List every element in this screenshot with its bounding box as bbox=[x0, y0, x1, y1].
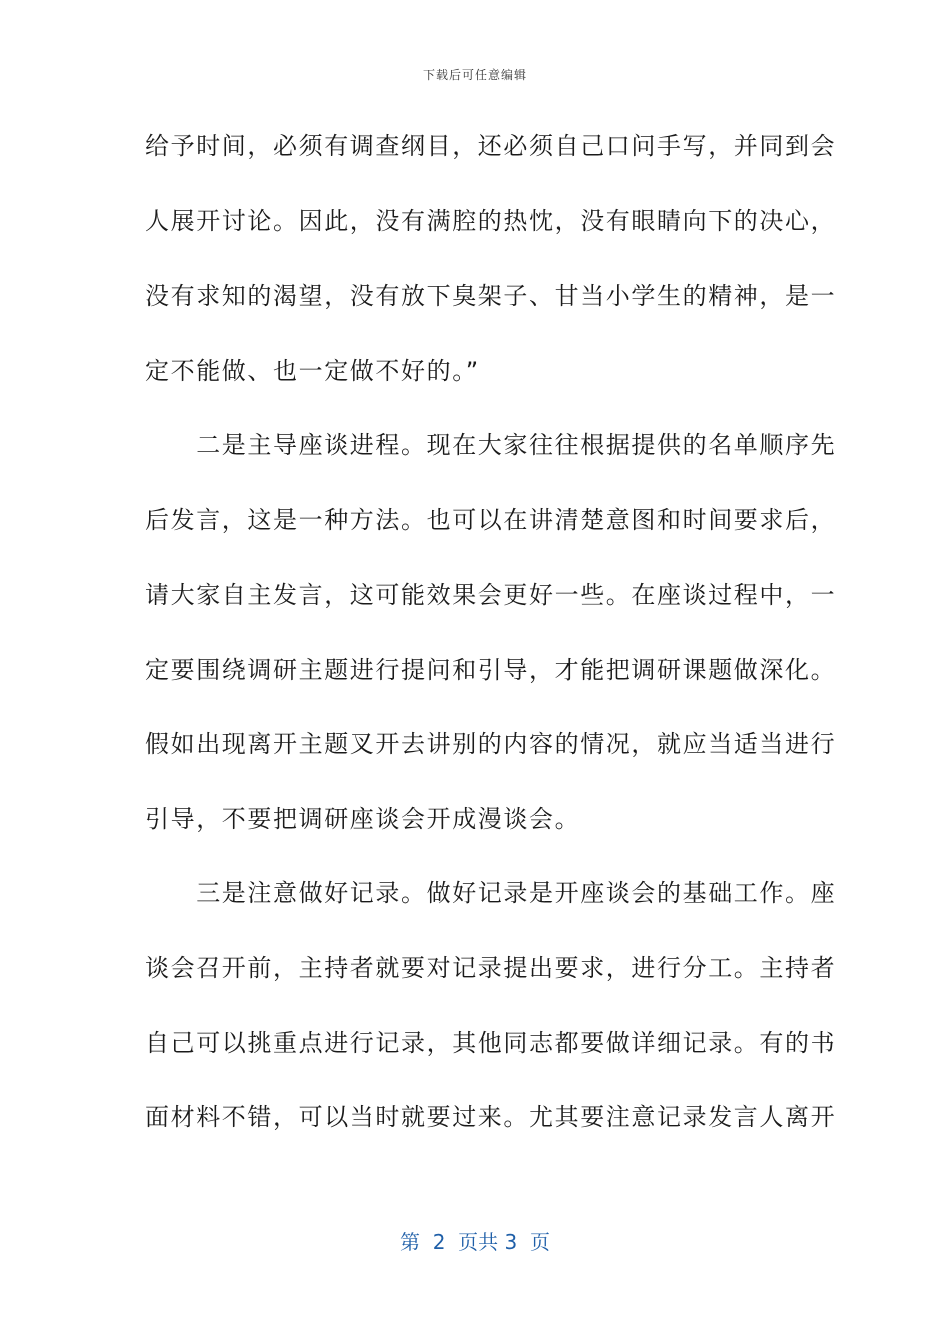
body-line: 谈会召开前，主持者就要对记录提出要求，进行分工。主持者 bbox=[145, 954, 837, 982]
body-line: 假如出现离开主题叉开去讲别的内容的情况，就应当适当进行 bbox=[145, 730, 837, 758]
page-header: 下载后可任意编辑 bbox=[422, 68, 527, 82]
body-line: 定不能做、也一定做不好的。” bbox=[145, 357, 480, 385]
body-line: 没有求知的渴望，没有放下臭架子、甘当小学生的精神，是一 bbox=[145, 282, 837, 310]
body-line: 人展开讨论。因此，没有满腔的热忱，没有眼睛向下的决心， bbox=[145, 207, 837, 235]
body-line: 请大家自主发言，这可能效果会更好一些。在座谈过程中，一 bbox=[145, 581, 837, 609]
body-line: 定要围绕调研主题进行提问和引导，才能把调研课题做深化。 bbox=[145, 656, 837, 684]
body-line: 引导，不要把调研座谈会开成漫谈会。 bbox=[145, 805, 581, 833]
body-line: 给予时间，必须有调查纲目，还必须自己口问手写，并同到会 bbox=[145, 132, 837, 160]
body-line: 后发言，这是一种方法。也可以在讲清楚意图和时间要求后， bbox=[145, 506, 837, 534]
page-number-footer: 第 2 页共 3 页 bbox=[400, 1230, 550, 1254]
body-line: 二是主导座谈进程。现在大家往往根据提供的名单顺序先 bbox=[145, 431, 837, 459]
body-line: 面材料不错，可以当时就要过来。尤其要注意记录发言人离开 bbox=[145, 1103, 837, 1131]
body-line: 三是注意做好记录。做好记录是开座谈会的基础工作。座 bbox=[145, 879, 837, 907]
body-line: 自己可以挑重点进行记录，其他同志都要做详细记录。有的书 bbox=[145, 1029, 837, 1057]
